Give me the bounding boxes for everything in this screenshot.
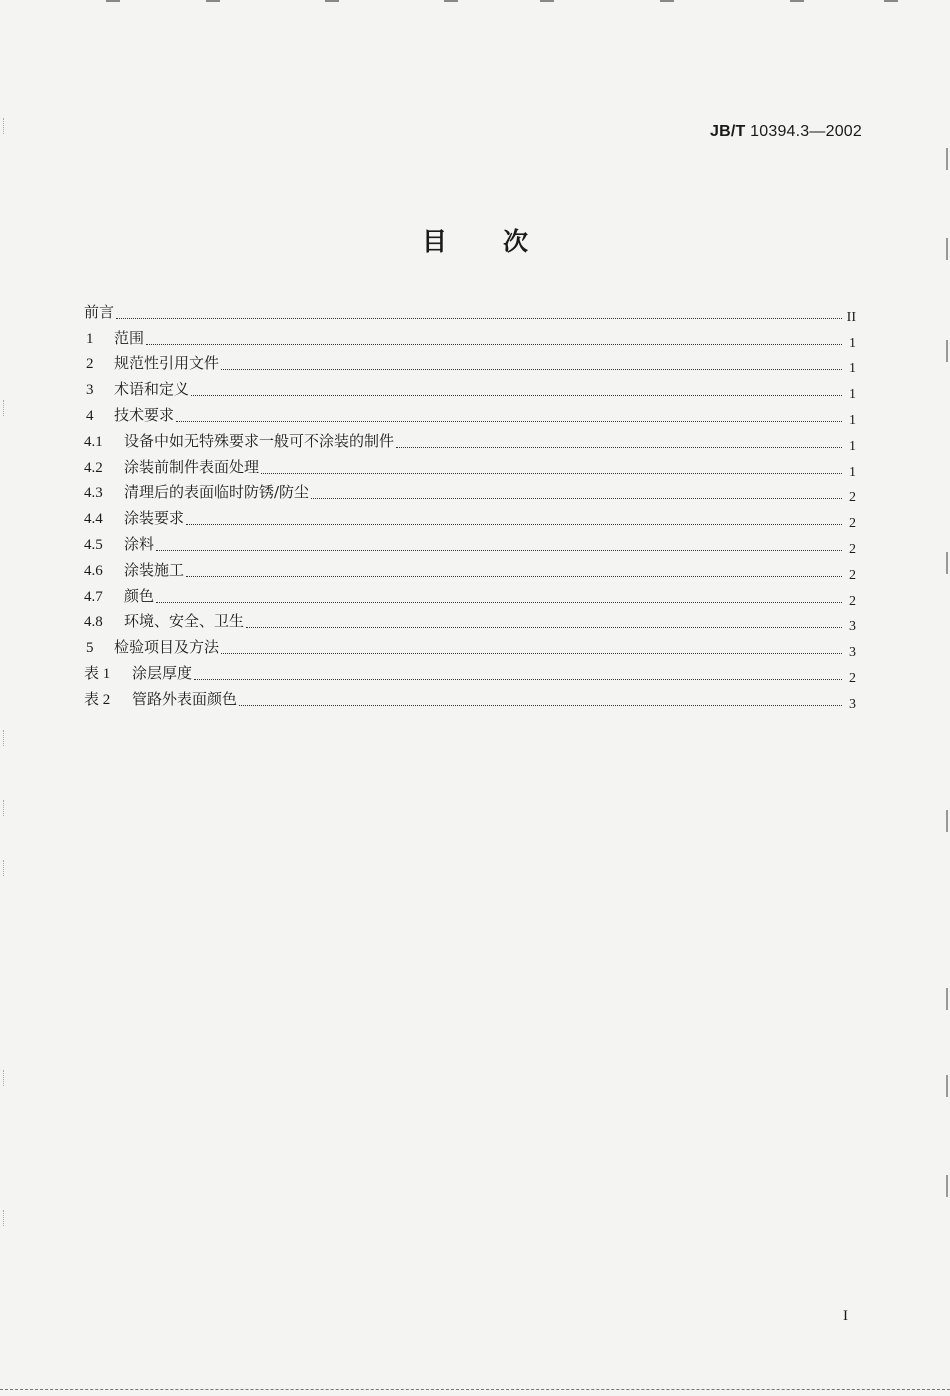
toc-entry-page: 2: [849, 670, 856, 686]
toc-entry-label: 环境、安全、卫生: [124, 612, 245, 631]
toc-entry-label: 涂装要求: [124, 509, 185, 528]
toc-entry[interactable]: [84, 373, 856, 403]
toc-entry-heading: [84, 610, 244, 631]
toc-entry-label: 管路外表面颜色: [132, 689, 238, 708]
toc-entry-label: 前言: [84, 302, 115, 321]
toc-title: 目次: [421, 227, 584, 256]
toc-entry-number: 4.6: [84, 562, 103, 579]
toc-entry[interactable]: [84, 322, 856, 351]
toc-entry-label: 涂装施工: [124, 560, 185, 579]
toc-entry-heading: [84, 507, 184, 528]
toc-entry-label: 技术要求: [114, 405, 175, 424]
toc-entry[interactable]: [84, 606, 856, 635]
toc-entry-page: 2: [849, 516, 856, 532]
scan-bottom-edge: [0, 1389, 950, 1390]
toc-entry[interactable]: [84, 296, 856, 325]
toc-entry[interactable]: [84, 425, 856, 454]
toc-entry-number: 表 2: [84, 691, 111, 708]
toc-leader-dots: [156, 601, 842, 603]
toc-entry-page: 3: [849, 619, 856, 635]
toc-entry-page: II: [846, 309, 856, 325]
standard-code: [710, 123, 862, 141]
toc-entry[interactable]: [84, 657, 856, 686]
toc-entry-label: 术语和定义: [114, 380, 190, 399]
toc-entry-label: 规范性引用文件: [114, 354, 220, 373]
toc-entry-number: 1: [86, 330, 94, 347]
toc-entry-page: 3: [849, 696, 856, 712]
toc-leader-dots: [311, 497, 842, 499]
toc-leader-dots: [221, 652, 842, 654]
toc-entry-page: 1: [849, 464, 856, 480]
toc-entry-label: 清理后的表面临时防锈/防尘: [124, 483, 310, 502]
toc-leader-dots: [239, 704, 842, 706]
toc-entry-number: 4.7: [84, 588, 103, 605]
scan-edge-marks: [0, 0, 950, 4]
toc-entry-number: 4.5: [84, 536, 103, 553]
toc-leader-dots: [176, 420, 842, 422]
toc-leader-dots: [156, 549, 842, 551]
toc-entry-label: 涂装前制件表面处理: [124, 457, 260, 476]
toc-entry-heading: [84, 585, 154, 606]
toc-leader-dots: [261, 472, 842, 474]
toc-leader-dots: [221, 368, 842, 370]
toc-entry-heading: [84, 327, 144, 348]
toc-entry-page: 1: [849, 438, 856, 454]
toc-entry-label: 涂层厚度: [132, 663, 193, 682]
toc-leader-dots: [146, 343, 842, 345]
toc-entry-heading: [84, 688, 237, 709]
toc-entry-number: 5: [86, 640, 94, 657]
toc-entry-label: 涂料: [124, 534, 155, 553]
toc-entry-label: 范围: [114, 328, 145, 347]
toc-entry-heading: [84, 352, 219, 373]
toc-entry-heading: [84, 378, 189, 399]
toc-entry-page: 2: [849, 593, 856, 609]
toc-entry-heading: [84, 636, 219, 657]
toc-entry-label: 颜色: [124, 586, 155, 605]
toc-entry-page: 1: [849, 412, 856, 428]
toc-entry-label: 检验项目及方法: [114, 638, 220, 657]
page-number: I: [843, 1308, 848, 1324]
toc-entry[interactable]: [84, 631, 856, 661]
toc-entry-number: 4.2: [84, 459, 103, 476]
toc-leader-dots: [191, 394, 842, 396]
toc-entry[interactable]: [84, 554, 856, 583]
toc-entry-page: 1: [849, 361, 856, 377]
standard-code-prefix: JB/T: [710, 123, 746, 140]
toc-entry[interactable]: [84, 348, 856, 377]
toc-entry-page: 1: [849, 335, 856, 351]
toc-entry[interactable]: [84, 451, 856, 480]
toc-leader-dots: [194, 678, 842, 680]
toc-entry-page: 3: [849, 645, 856, 661]
toc-entry-heading: [84, 481, 309, 502]
toc-entry-number: 4: [86, 407, 94, 424]
toc-leader-dots: [116, 317, 842, 319]
toc-entry-heading: [84, 404, 174, 425]
toc-leader-dots: [246, 626, 842, 628]
toc-entry-heading: [84, 430, 394, 451]
toc-entry-page: 1: [849, 387, 856, 403]
toc-entry-label: 设备中如无特殊要求一般可不涂装的制件: [124, 431, 395, 450]
toc-entry-heading: [84, 456, 259, 477]
toc-entry-number: 2: [86, 356, 94, 373]
toc-entry-page: 2: [849, 567, 856, 583]
toc-entry-heading: [84, 301, 114, 322]
toc-leader-dots: [186, 523, 842, 525]
toc-entry[interactable]: [84, 528, 856, 557]
toc-entry-number: 4.3: [84, 485, 103, 502]
toc-entry-number: 表 1: [84, 665, 111, 682]
toc-entry-number: 4.8: [84, 614, 103, 631]
toc-entry-heading: [84, 559, 184, 580]
toc-entry-page: 2: [849, 541, 856, 557]
toc-leader-dots: [396, 446, 842, 448]
toc-entry[interactable]: [84, 477, 856, 506]
toc-entry-heading: [84, 533, 154, 554]
table-of-contents: [84, 296, 856, 712]
standard-code-number: 10394.3—2002: [750, 123, 862, 140]
toc-entry[interactable]: [84, 580, 856, 609]
toc-leader-dots: [186, 575, 842, 577]
toc-entry-number: 4.4: [84, 511, 103, 528]
toc-entry[interactable]: [84, 683, 856, 712]
toc-entry[interactable]: [84, 399, 856, 428]
toc-entry-page: 2: [849, 490, 856, 506]
toc-entry-number: 4.1: [84, 433, 103, 450]
toc-entry-number: 3: [86, 382, 94, 399]
toc-entry[interactable]: [84, 502, 856, 532]
toc-entry-heading: [84, 662, 192, 683]
